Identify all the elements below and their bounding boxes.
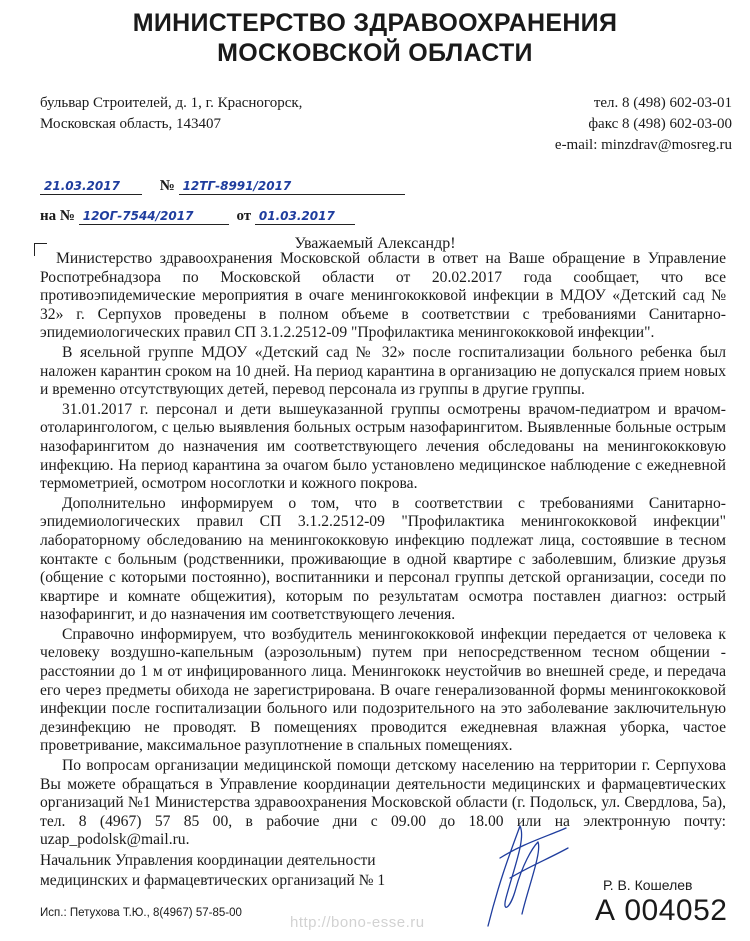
ministry-name (0, 8, 750, 68)
address-line1: бульвар Строителей, д. 1, г. Красногорск, (40, 95, 303, 111)
outgoing-number-field (179, 176, 405, 195)
signatory-title-line2: медицинских и фармацевтических организаций № 1 (40, 872, 386, 889)
ministry-line2: МОСКОВСКОЙ ОБЛАСТИ (217, 39, 533, 67)
letter-body (40, 250, 726, 850)
ministry-address (40, 93, 302, 135)
reply-prefix: на № (40, 208, 75, 224)
reply-number-field (79, 206, 229, 225)
paragraph-4: Дополнительно информируем о том, что в соответствии с требованиями Санитарно-эпидемиологических правил СП 3.1.2.2512-09 "Профилактика менингококковой инфекции" лабораторному обследованию на менингококковую инфекцию подлежат лица, состоявшие в тесном контакте с больным (родственники, проживающие в одной квартире с заболевшим, близкие друзья (общение с которыми постоянно), воспитанники и персонал группы детской организации, соседи по квартире и комнате общежития), которым по результатам осмотра поставлен диагноз: острый назофарингит, и до назначения им соответствующего лечения. (40, 494, 726, 624)
reply-date-field (255, 206, 355, 225)
form-serial-number: А 004052 (595, 894, 728, 927)
reply-registration (40, 206, 355, 225)
paragraph-6: По вопросам организации медицинской помощи детскому населению на территории г. Серпухова Вы можете обращаться в Управление координации деятельности медицинских и фармацевтических организаций №1 Министерства здравоохранения Московской области (г. Подольск, ул. Свердлова, 5а), тел. 8 (4967) 57 85 00, в рабочие дни с 09.00 до 18.00 или на электронную почту: uzap_podolsk@mail.ru. (40, 757, 726, 849)
ministry-contacts (555, 93, 732, 156)
outgoing-number: 12ТГ-8991/2017 (182, 179, 292, 193)
reply-date: 01.03.2017 (258, 209, 335, 223)
outgoing-date: 21.03.2017 (44, 179, 120, 193)
email-address: e-mail: minzdrav@mosreg.ru (554, 137, 732, 153)
watermark-url: http://bono-esse.ru (290, 914, 425, 931)
signatory-name: Р. В. Кошелев (603, 877, 693, 893)
signatory-title-line1: Начальник Управления координации деятельности (40, 852, 376, 869)
paragraph-1: Министерство здравоохранения Московской области в ответ на Ваше обращение в Управление Роспотребнадзора по Московской области от 20.02.2017 года сообщает, что все противоэпидемические мероприятия в очаге менингококковой инфекции в МДОУ «Детский сад № 32» г. Серпухов проведены в полном объеме в соответствии с требованиями Санитарно-эпидемиологических правил СП 3.1.2.2512-09 "Профилактика менингококковой инфекции". (40, 250, 726, 342)
from-label: от (236, 208, 252, 224)
reply-number: 12ОГ-7544/2017 (82, 209, 194, 223)
paragraph-3: 31.01.2017 г. персонал и дети вышеуказанной группы осмотрены врачом-педиатром и врачом-отоларингологом, с целью выявления больных острым назофарингитом. Выявленные больные острым назофарингитом до назначения им соответствующего лечения обследованы на менингококковую инфекцию. На период карантина за очагом было установлено медицинское наблюдение с ежедневной термометрией, осмотром носоглотки и кожного покрова. (40, 400, 726, 493)
handwritten-signature (470, 818, 580, 938)
paragraph-2: В ясельной группе МДОУ «Детский сад № 32» после госпитализации больного ребенка был наложен карантин сроком на 10 дней. На период карантина в организацию не допускался прием новых и временно отсутствующих детей, перевод персонала из группы в другие группы. (40, 343, 726, 399)
phone-number: тел. 8 (498) 602-03-01 (593, 95, 732, 111)
fax-number: факс 8 (498) 602-03-00 (588, 116, 732, 132)
signatory-title (40, 851, 385, 891)
executor-info: Исп.: Петухова Т.Ю., 8(4967) 57-85-00 (40, 907, 242, 919)
greeting: Уважаемый Александр! (294, 235, 456, 252)
outgoing-registration (40, 176, 405, 195)
outgoing-date-field (40, 176, 142, 195)
number-prefix: № (159, 178, 175, 194)
ministry-line1: МИНИСТЕРСТВО ЗДРАВООХРАНЕНИЯ (132, 9, 618, 37)
address-line2: Московская область, 143407 (40, 116, 221, 132)
paragraph-5: Справочно информируем, что возбудитель менингококковой инфекции передается от человека к человеку воздушно-капельным (аэрозольным) путем при непосредственном тесном общении - расстоянии до 1 м от инфицированного лица. Менингококк неустойчив во внешней среде, и передача его через предметы обихода не зарегистрирована. В очаге генерализованной формы менингококковой инфекции после госпитализации больного или подозрительного на это заболевание заключительную дезинфекцию не проводят. В помещениях проводится ежедневная влажная уборка, частое проветривание, максимальное разуплотнение в спальных помещениях. (40, 625, 726, 755)
